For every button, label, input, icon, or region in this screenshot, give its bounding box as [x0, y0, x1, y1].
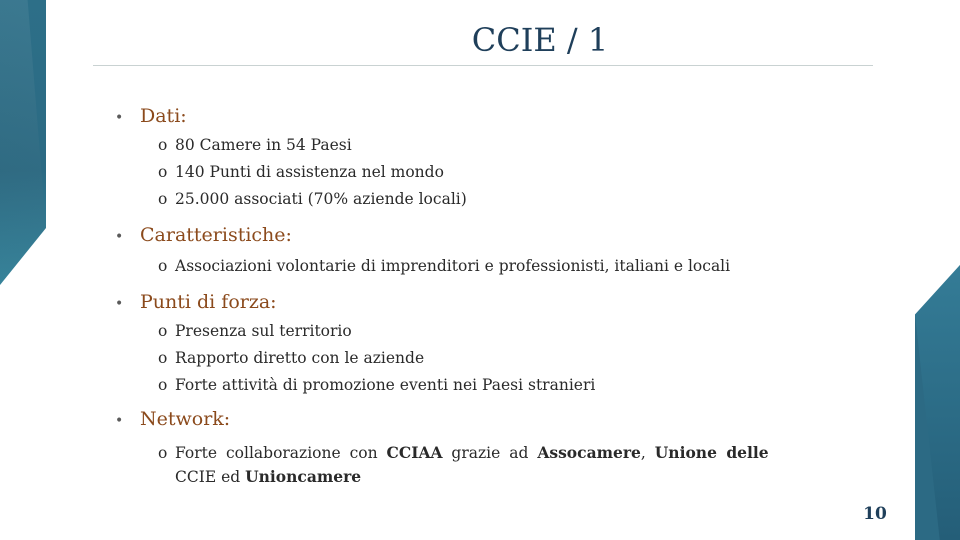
list-item-text: Forte attività di promozione eventi nei Paesi stranieri — [175, 376, 596, 394]
list-item — [158, 441, 855, 489]
list-item-text: Rapporto diretto con le aziende — [175, 349, 425, 367]
list-item-text: 80 Camere in 54 Paesi — [175, 136, 352, 154]
section-dati — [115, 102, 855, 132]
sub-bullet-icon: o — [158, 190, 168, 208]
section-heading: Caratteristiche: — [140, 224, 292, 246]
bullet-icon: • — [115, 229, 124, 245]
list-item — [158, 132, 855, 159]
bullet-icon: • — [115, 110, 124, 126]
list-item-text: 25.000 associati (70% aziende locali) — [175, 190, 467, 208]
slide-title: CCIE / 1 — [471, 21, 609, 59]
sub-bullet-icon: o — [158, 163, 168, 181]
list-item — [158, 159, 855, 186]
sub-bullet-icon: o — [158, 376, 168, 394]
bullet-icon: • — [115, 413, 124, 429]
slide-content — [115, 102, 855, 489]
list-item — [158, 186, 855, 213]
section-heading: Dati: — [140, 105, 187, 127]
page-number: 10 — [863, 504, 887, 524]
list-item-text: Associazioni volontarie di imprenditori e professionisti, italiani e locali — [175, 257, 731, 275]
sub-bullet-icon: o — [158, 349, 168, 367]
list-item — [158, 318, 855, 345]
bullet-icon: • — [115, 296, 124, 312]
list-item — [158, 372, 855, 399]
sub-bullet-icon: o — [158, 444, 168, 462]
sub-bullet-icon: o — [158, 322, 168, 340]
section-network — [115, 405, 855, 435]
section-heading: Network: — [140, 408, 231, 430]
list-item — [158, 345, 855, 372]
section-caratteristiche — [115, 221, 855, 251]
sub-bullet-icon: o — [158, 136, 168, 154]
section-heading: Punti di forza: — [140, 291, 277, 313]
title-divider — [93, 65, 873, 66]
list-item-text: Forte collaborazione con CCIAA grazie ad Assocamere, Unione delle CCIE ed Unioncamere — [175, 443, 769, 486]
sub-bullet-icon: o — [158, 257, 168, 275]
list-item-text: Presenza sul territorio — [175, 322, 352, 340]
list-item — [158, 253, 855, 280]
section-punti-di-forza — [115, 288, 855, 318]
list-item-text: 140 Punti di assistenza nel mondo — [175, 163, 444, 181]
